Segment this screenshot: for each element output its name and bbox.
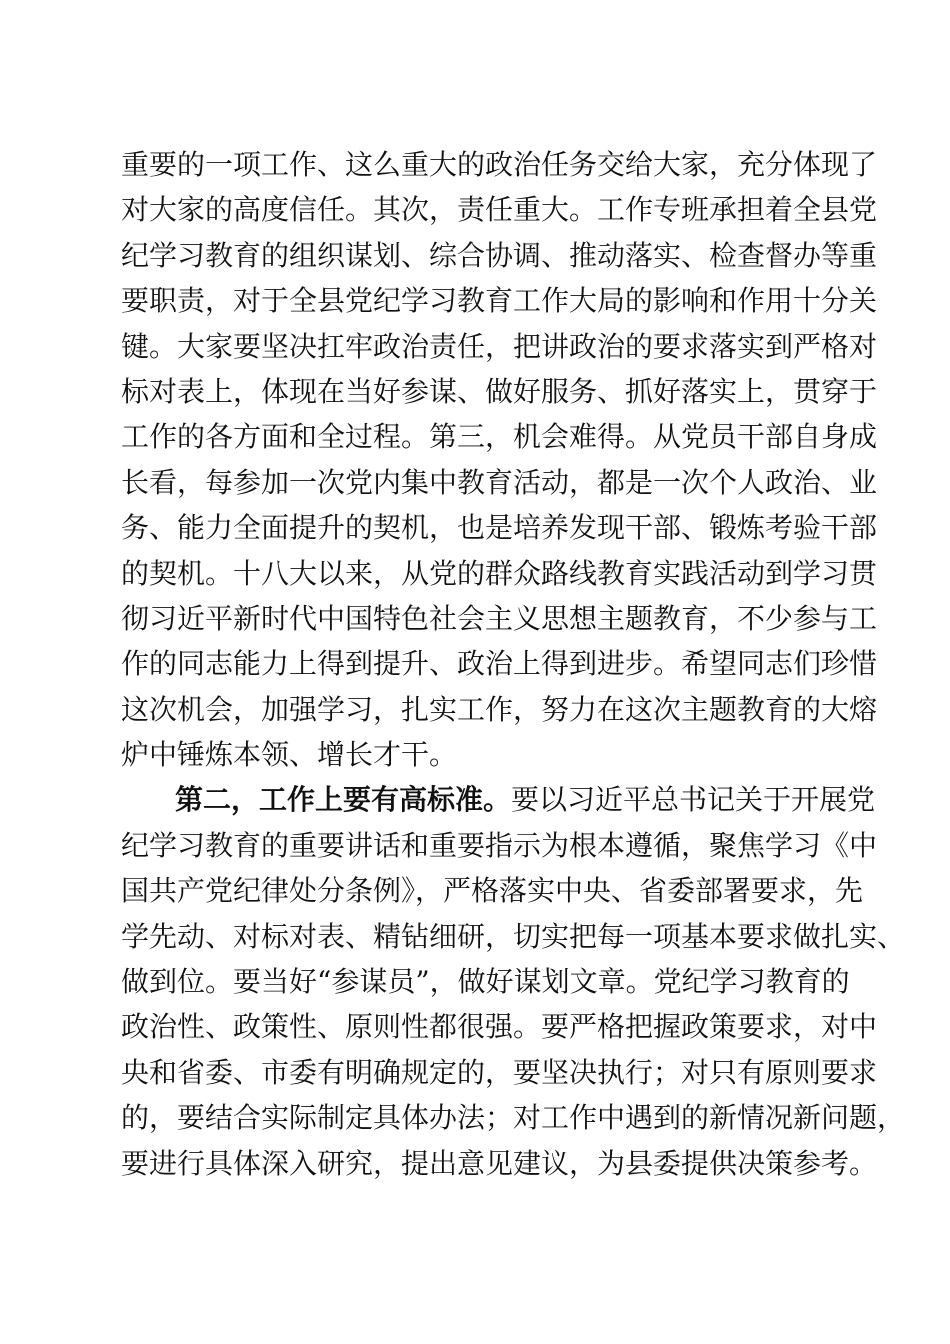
text-line: 炉中锤炼本领、增长才干。: [121, 738, 458, 772]
text-line: 务、能力全面提升的契机，也是培养发现干部、锻炼考验干部: [121, 511, 878, 545]
section-heading: 第二，工作上要有高标准。: [175, 783, 512, 817]
text-line: 作的同志能力上得到提升、政治上得到进步。希望同志们珍惜: [121, 647, 878, 681]
text-line: 重要的一项工作、这么重大的政治任务交给大家，充分体现了: [121, 148, 878, 181]
document-body: [121, 142, 906, 1186]
paragraph-2-first-line: [121, 777, 876, 822]
paragraph-2: [121, 777, 906, 1186]
text-line: 标对表上，体现在当好参谋、做好服务、抓好落实上，贯穿于: [121, 374, 878, 408]
paragraph-1: [121, 142, 878, 777]
text-line: 纪学习教育的组织谋划、综合协调、推动落实、检查督办等重: [121, 238, 878, 272]
text-line: 政治性、政策性、原则性都很强。要严格把握政策要求，对中: [121, 1010, 878, 1044]
text-line: 对大家的高度信任。其次，责任重大。工作专班承担着全县党: [121, 193, 878, 227]
text-line: 的契机。十八大以来，从党的群众路线教育实践活动到学习贯: [121, 556, 878, 590]
text-line: 要进行具体深入研究，提出意见建议，为县委提供决策参考。: [121, 1146, 878, 1180]
text-line: 做到位。要当好“参谋员”，做好谋划文章。党纪学习教育的: [121, 965, 850, 999]
text-line: 键。大家要坚决扛牢政治责任，把讲政治的要求落实到严格对: [121, 329, 878, 363]
text-line: 国共产党纪律处分条例》，严格落实中央、省委部署要求，先: [121, 874, 864, 908]
text-line: 纪学习教育的重要讲话和重要指示为根本遵循，聚焦学习《中: [121, 828, 878, 862]
text-line: 彻习近平新时代中国特色社会主义思想主题教育，不少参与工: [121, 601, 878, 635]
text-run: 要以习近平总书记关于开展党: [511, 783, 876, 817]
text-line: 这次机会，加强学习，扎实工作，努力在这次主题教育的大熔: [121, 692, 878, 726]
text-line: 长看，每参加一次党内集中教育活动，都是一次个人政治、业: [121, 465, 878, 499]
text-line: 要职责，对于全县党纪学习教育工作大局的影响和作用十分关: [121, 284, 878, 318]
text-line: 央和省委、市委有明确规定的，要坚决执行；对只有原则要求: [121, 1055, 878, 1089]
text-line: 工作的各方面和全过程。第三，机会难得。从党员干部自身成: [121, 420, 878, 454]
text-line: 学先动、对标对表、精钻细研，切实把每一项基本要求做扎实、: [121, 919, 906, 953]
text-line: 的，要结合实际制定具体办法；对工作中遇到的新情况新问题，: [121, 1101, 906, 1135]
